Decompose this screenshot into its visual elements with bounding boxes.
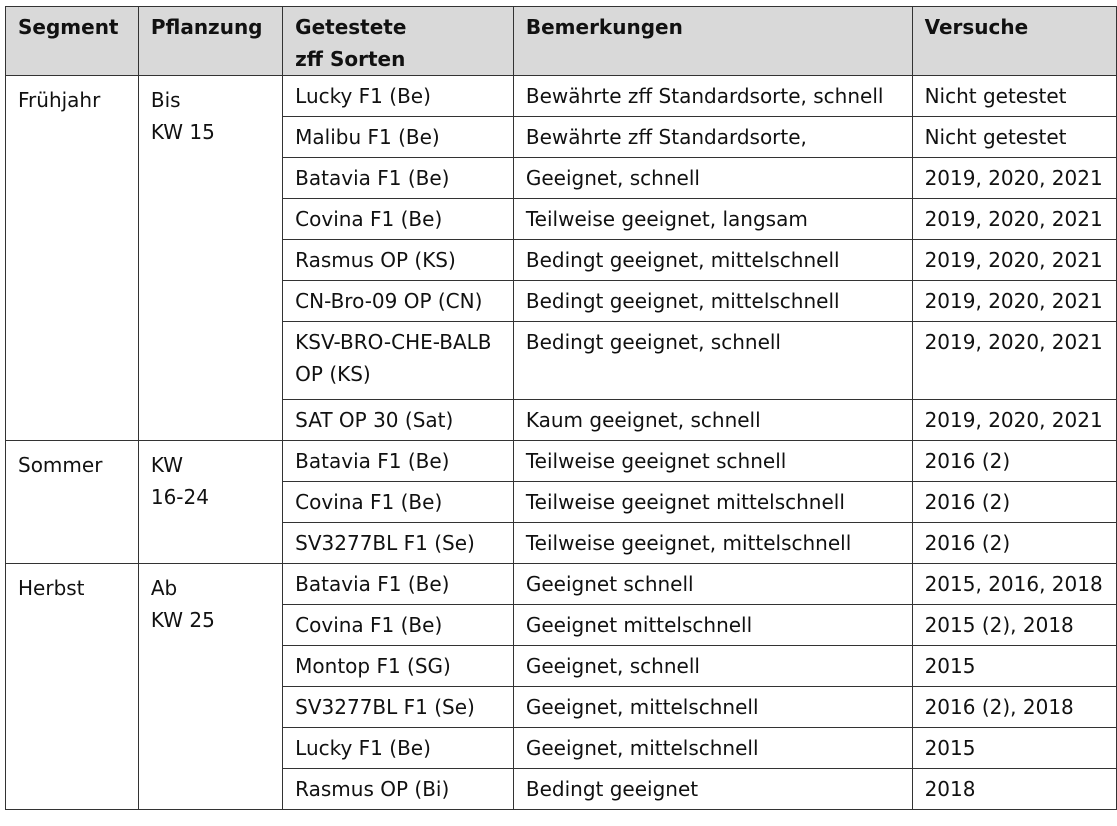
versuche-cell: 2019, 2020, 2021 bbox=[912, 281, 1116, 322]
pflanzung-line1: KW bbox=[150, 453, 184, 477]
sorte-cell: Rasmus OP (KS) bbox=[283, 240, 514, 281]
bemerkung-cell: Geeignet, schnell bbox=[513, 646, 912, 687]
sorte-cell: Montop F1 (SG) bbox=[283, 646, 514, 687]
versuche-cell: 2016 (2) bbox=[912, 441, 1116, 482]
sorte-cell: Batavia F1 (Be) bbox=[283, 441, 514, 482]
bemerkung-cell: Geeignet, schnell bbox=[513, 158, 912, 199]
versuche-cell: 2018 bbox=[912, 769, 1116, 810]
bemerkung-cell: Teilweise geeignet, langsam bbox=[513, 199, 912, 240]
header-sorten-line2: zff Sorten bbox=[295, 47, 406, 71]
versuche-cell: 2016 (2), 2018 bbox=[912, 687, 1116, 728]
bemerkung-cell: Geeignet, mittelschnell bbox=[513, 728, 912, 769]
bemerkung-cell: Bedingt geeignet, mittelschnell bbox=[513, 281, 912, 322]
pflanzung-line1: Ab bbox=[150, 576, 178, 600]
versuche-cell: 2019, 2020, 2021 bbox=[912, 322, 1116, 400]
varieties-table bbox=[5, 6, 1117, 810]
pflanzung-cell bbox=[138, 441, 282, 564]
versuche-cell: 2019, 2020, 2021 bbox=[912, 158, 1116, 199]
table-row bbox=[6, 441, 1117, 482]
pflanzung-cell bbox=[138, 564, 282, 810]
segment-cell: Sommer bbox=[6, 441, 139, 564]
header-sorten-line1: Getestete bbox=[295, 15, 407, 39]
bemerkung-cell: Teilweise geeignet mittelschnell bbox=[513, 482, 912, 523]
versuche-cell: 2016 (2) bbox=[912, 482, 1116, 523]
pflanzung-line2: KW 25 bbox=[150, 608, 215, 632]
header-bemerkungen: Bemerkungen bbox=[513, 7, 912, 76]
bemerkung-cell: Bedingt geeignet, mittelschnell bbox=[513, 240, 912, 281]
sorte-cell: Rasmus OP (Bi) bbox=[283, 769, 514, 810]
sorte-cell: Lucky F1 (Be) bbox=[283, 76, 514, 117]
sorte-cell: SV3277BL F1 (Se) bbox=[283, 523, 514, 564]
sorte-cell: Batavia F1 (Be) bbox=[283, 564, 514, 605]
sorte-cell: Lucky F1 (Be) bbox=[283, 728, 514, 769]
bemerkung-cell: Geeignet, mittelschnell bbox=[513, 687, 912, 728]
sorte-cell: Malibu F1 (Be) bbox=[283, 117, 514, 158]
sorte-cell: KSV-BRO-CHE-BALB OP (KS) bbox=[283, 322, 514, 400]
sorte-cell: Batavia F1 (Be) bbox=[283, 158, 514, 199]
bemerkung-cell: Geeignet mittelschnell bbox=[513, 605, 912, 646]
versuche-cell: 2019, 2020, 2021 bbox=[912, 240, 1116, 281]
bemerkung-cell: Geeignet schnell bbox=[513, 564, 912, 605]
header-sorten bbox=[283, 7, 514, 76]
segment-cell: Herbst bbox=[6, 564, 139, 810]
header-versuche: Versuche bbox=[912, 7, 1116, 76]
bemerkung-cell: Teilweise geeignet, mittelschnell bbox=[513, 523, 912, 564]
pflanzung-line2: KW 15 bbox=[150, 120, 215, 144]
versuche-cell: 2015 (2), 2018 bbox=[912, 605, 1116, 646]
sorte-cell: Covina F1 (Be) bbox=[283, 605, 514, 646]
versuche-cell: 2019, 2020, 2021 bbox=[912, 400, 1116, 441]
bemerkung-cell: Kaum geeignet, schnell bbox=[513, 400, 912, 441]
pflanzung-line2: 16-24 bbox=[150, 485, 209, 509]
header-pflanzung: Pflanzung bbox=[138, 7, 282, 76]
versuche-cell: 2019, 2020, 2021 bbox=[912, 199, 1116, 240]
bemerkung-cell: Teilweise geeignet schnell bbox=[513, 441, 912, 482]
versuche-cell: 2015 bbox=[912, 728, 1116, 769]
bemerkung-cell: Bedingt geeignet bbox=[513, 769, 912, 810]
table-row bbox=[6, 76, 1117, 117]
versuche-cell: 2015 bbox=[912, 646, 1116, 687]
bemerkung-cell: Bewährte zff Standardsorte, bbox=[513, 117, 912, 158]
sorte-cell: SV3277BL F1 (Se) bbox=[283, 687, 514, 728]
table-row bbox=[6, 564, 1117, 605]
versuche-cell: Nicht getestet bbox=[912, 76, 1116, 117]
versuche-cell: 2015, 2016, 2018 bbox=[912, 564, 1116, 605]
versuche-cell: 2016 (2) bbox=[912, 523, 1116, 564]
segment-cell: Frühjahr bbox=[6, 76, 139, 441]
sorte-cell: Covina F1 (Be) bbox=[283, 482, 514, 523]
header-row bbox=[6, 7, 1117, 76]
versuche-cell: Nicht getestet bbox=[912, 117, 1116, 158]
bemerkung-cell: Bedingt geeignet, schnell bbox=[513, 322, 912, 400]
pflanzung-line1: Bis bbox=[150, 88, 181, 112]
bemerkung-cell: Bewährte zff Standardsorte, schnell bbox=[513, 76, 912, 117]
pflanzung-cell bbox=[138, 76, 282, 441]
sorte-cell: CN-Bro-09 OP (CN) bbox=[283, 281, 514, 322]
sorte-cell: SAT OP 30 (Sat) bbox=[283, 400, 514, 441]
header-segment: Segment bbox=[6, 7, 139, 76]
sorte-cell: Covina F1 (Be) bbox=[283, 199, 514, 240]
